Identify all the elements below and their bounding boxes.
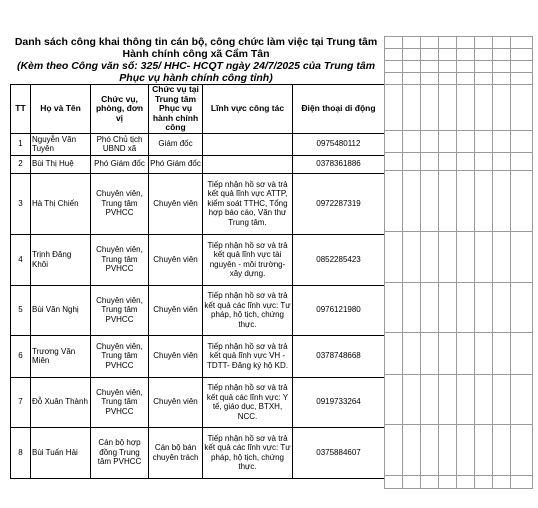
- cell-field: Tiếp nhận hồ sơ và trả kết quả lĩnh vực ATTP, kiểm soát TTHC, Tổng hợp báo cáo, Văn thư Trung tâm.: [203, 173, 293, 234]
- cell-center-position: Chuyên viên: [149, 173, 203, 234]
- cell-center-position: Chuyên viên: [149, 335, 203, 377]
- cell-position: Chuyên viên, Trung tâm PVHCC: [91, 377, 149, 427]
- cell-field: Tiếp nhận hồ sơ và trả kết quả các lĩnh vực: Tư pháp, hộ tịch, chứng thực.: [203, 285, 293, 335]
- header-position: Chức vụ, phòng, đơn vị: [91, 85, 149, 134]
- cell-phone: 0378748668: [293, 335, 385, 377]
- cell-phone: 0972287319: [293, 173, 385, 234]
- table-row: [11, 155, 385, 173]
- cell-phone: 0975480112: [293, 133, 385, 155]
- cell-center-position: Chuyên viên: [149, 285, 203, 335]
- cell-tt: 7: [11, 377, 31, 427]
- cell-name: Đỗ Xuân Thành: [31, 377, 91, 427]
- cell-center-position: Chuyên viên: [149, 234, 203, 285]
- header-field: Lĩnh vực công tác: [203, 85, 293, 134]
- header-center-position: Chức vụ tại Trung tâm Phục vụ hành chính công: [149, 85, 203, 134]
- cell-position: Chuyên viên, Trung tâm PVHCC: [91, 335, 149, 377]
- cell-phone: 0375884607: [293, 427, 385, 478]
- table-row: [11, 234, 385, 285]
- cell-center-position: Phó Giám đốc: [149, 155, 203, 173]
- cell-name: Trịnh Đăng Khôi: [31, 234, 91, 285]
- cell-name: Trương Văn Miên: [31, 335, 91, 377]
- document-subtitle: (Kèm theo Công văn số: 325/ HHC- HCQT ngày 24/7/2025 của Trung tâm Phục vụ hành chính công tỉnh): [16, 60, 376, 84]
- cell-field: [203, 133, 293, 155]
- table-row: [11, 427, 385, 478]
- table-row: [11, 285, 385, 335]
- table-row: [11, 133, 385, 155]
- cell-tt: 8: [11, 427, 31, 478]
- cell-position: Phó Chủ tịch UBND xã: [91, 133, 149, 155]
- cell-field: Tiếp nhận hồ sơ và trả kết quả lĩnh vực tài nguyên - môi trường- xây dựng.: [203, 234, 293, 285]
- cell-position: Cán bộ hợp đồng Trung tâm PVHCC: [91, 427, 149, 478]
- cell-phone: 0378361886: [293, 155, 385, 173]
- cell-field: Tiếp nhận hồ sơ và trả kết quả lĩnh vực VH - TDTT- Đăng ký hộ KD.: [203, 335, 293, 377]
- table-row: [11, 335, 385, 377]
- cell-field: Tiếp nhận hồ sơ và trả kết quả các lĩnh vực: Y tế, giáo dục, BTXH, NCC.: [203, 377, 293, 427]
- cell-tt: 5: [11, 285, 31, 335]
- cell-center-position: Cán bộ bán chuyên trách: [149, 427, 203, 478]
- cell-tt: 3: [11, 173, 31, 234]
- cell-tt: 4: [11, 234, 31, 285]
- document-title: Danh sách công khai thông tin cán bộ, công chức làm việc tại Trung tâm Hành chính công xã Cẩm Tân: [14, 36, 378, 60]
- cell-name: Nguyễn Văn Tuyên: [31, 133, 91, 155]
- header-phone: Điện thoại di động: [293, 85, 385, 134]
- cell-phone: 0919733264: [293, 377, 385, 427]
- header-tt: TT: [11, 85, 31, 134]
- cell-center-position: Giám đốc: [149, 133, 203, 155]
- cell-tt: 6: [11, 335, 31, 377]
- cell-name: Bùi Văn Nghị: [31, 285, 91, 335]
- cell-phone: 0976121980: [293, 285, 385, 335]
- cell-tt: 2: [11, 155, 31, 173]
- cell-phone: 0852285423: [293, 234, 385, 285]
- cell-field: [203, 155, 293, 173]
- cell-position: Chuyên viên, Trung tâm PVHCC: [91, 234, 149, 285]
- cell-tt: 1: [11, 133, 31, 155]
- cell-position: Phó Giám đốc: [91, 155, 149, 173]
- table-header-row: [11, 85, 385, 134]
- table-row: [11, 377, 385, 427]
- cell-name: Bùi Tuấn Hải: [31, 427, 91, 478]
- staff-table: [10, 84, 385, 479]
- cell-name: Bùi Thị Huệ: [31, 155, 91, 173]
- cell-center-position: Chuyên viên: [149, 377, 203, 427]
- cell-position: Chuyên viên, Trung tâm PVHCC: [91, 173, 149, 234]
- cell-field: Tiếp nhận hồ sơ và trả kết quả các lĩnh vực: Tư pháp, hộ tịch, chứng thực.: [203, 427, 293, 478]
- header-name: Họ và Tên: [31, 85, 91, 134]
- cell-position: Chuyên viên, Trung tâm PVHCC: [91, 285, 149, 335]
- cell-name: Hà Thị Chiến: [31, 173, 91, 234]
- table-row: [11, 173, 385, 234]
